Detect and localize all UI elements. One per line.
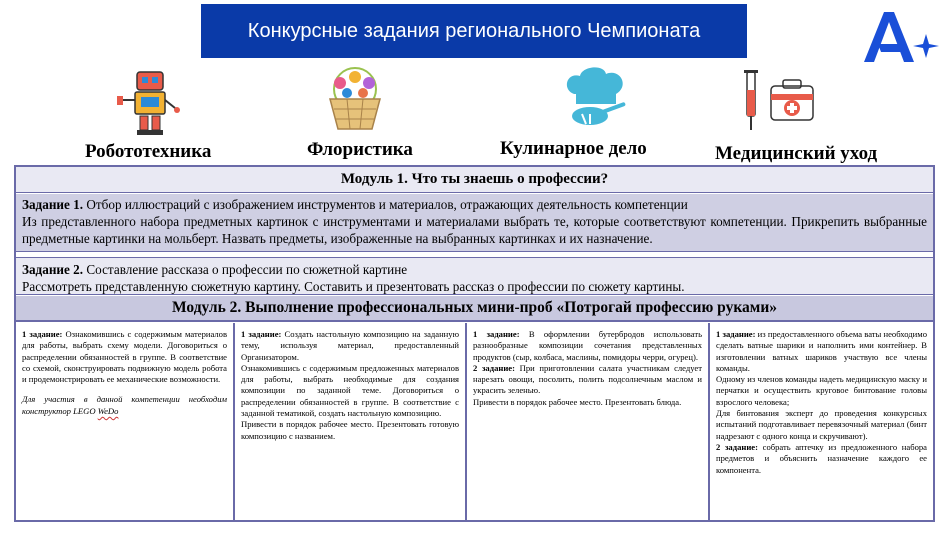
abilympics-logo-icon (858, 6, 942, 66)
col4-task1-label: 1 задание: (716, 329, 756, 339)
column-medical-care (710, 323, 933, 520)
module2-heading: Модуль 2. Выполнение профессиональных мини-проб «Потрогай профессию руками» (16, 296, 933, 322)
col2-paragraph3: Привести в порядок рабочее место. Презентовать готовую композицию с названием. (241, 419, 459, 441)
chef-hat-icon (560, 64, 632, 130)
col3-task2-label: 2 задание: (473, 362, 515, 373)
task1-label: Задание 1. (22, 197, 84, 212)
task1-text: Из представленного набора предметных картинок с инструментами и материалами выбрать те, которые соответствуют компетенции. Прикрепить выбранные предметные картинки на мольберт. Назвать предметы, изображенные на выбранных картинках и их назначение. (22, 214, 927, 246)
task2-label: Задание 2. (22, 262, 84, 277)
profession-label-medical-care: Медицинский уход (715, 143, 878, 164)
col3-task1-label: 1 задание: (473, 329, 520, 339)
col2-task1-label: 1 задание: (241, 329, 282, 339)
profession-label-cooking: Кулинарное дело (500, 138, 647, 159)
col2-task1-text: Создать настольную композицию на заданную тему, используя материал, предоставленный Организатором. (241, 329, 459, 362)
col3-task2-text: При приготовлении салата участникам следует нарезать овощи, посолить, полить подсолнечным маслом и украсить зеленью. (473, 362, 702, 396)
profession-label-robotics: Робототехника (85, 141, 212, 162)
module1-task1 (16, 194, 933, 252)
col1-task1-label: 1 задание: (22, 329, 63, 339)
module1-task2 (16, 257, 933, 295)
col4-paragraph2: Одному из членов команды надеть медицинскую маску и перчатки и осуществить круговое бинтование головы взрослого человека; (716, 374, 927, 407)
col2-paragraph2: Ознакомившись с содержимым предложенных материалов для работы, выбрать необходимые для создания композиции по заданной теме. Договориться о распределении обязанностей в группе. В соответствие с заданной тематикой, создать настольную композицию. (241, 362, 459, 419)
robot-icon (115, 70, 185, 138)
page-title: Конкурсные задания регионального Чемпионата (201, 4, 747, 58)
task2-title: Составление рассказа о профессии по сюжетной картине (83, 262, 408, 277)
col4-task2-label: 2 задание: (716, 441, 758, 452)
col1-task1-text: Ознакомившись с содержимым материалов для работы, выбрать схему модели. Договориться о распределении обязанностей в группе. В соответствие со схемой, сконструировать подвижную модель робота и продемонстрировать ее механические возможности. (22, 329, 228, 385)
flower-basket-icon (322, 67, 388, 133)
col4-task1-text: из предоставленного объема ваты необходимо сделать ватные шарики и наполнить ими контейнер. В изготовлении ватных шариков участвую все члены команды. (716, 329, 927, 373)
task1-title: Отбор иллюстраций с изображением инструментов и материалов, отражающих деятельность компетенции (83, 197, 688, 212)
column-cooking (467, 323, 710, 520)
column-floristry (235, 323, 467, 520)
col3-paragraph3: Привести в порядок рабочее место. Презентовать блюда. (473, 396, 682, 407)
module1-heading: Модуль 1. Что ты знаешь о профессии? (16, 167, 933, 193)
col3-task1-text: В оформлении бутербродов использовать разнообразные композиции сочетания представленных продуктов (сыр, колбаса, маслины, помидоры черри, огурец). (473, 329, 703, 362)
module2-columns (16, 323, 933, 520)
column-robotics (16, 323, 235, 520)
col1-note-text: Для участия в данной компетенции необходим конструктор LEGO (22, 394, 227, 416)
task2-text: Рассмотреть представленную сюжетную картину. Составить и презентовать рассказ о профессии по сюжету картины. (22, 279, 685, 294)
profession-label-floristry: Флористика (307, 139, 413, 160)
col1-note (22, 394, 227, 417)
col1-note-wedo: WeDo (97, 405, 119, 416)
col4-paragraph3: Для бинтования эксперт до проведения конкурсных испытаний подготавливает перевязочный материал (бинт надрезают с одного конца и скручивают). (716, 408, 927, 441)
col4-task2-text: собрать аптечку из предложенного набора предметов и объяснить назначение каждого ее компонента. (716, 441, 927, 475)
medical-kit-icon (741, 70, 817, 138)
